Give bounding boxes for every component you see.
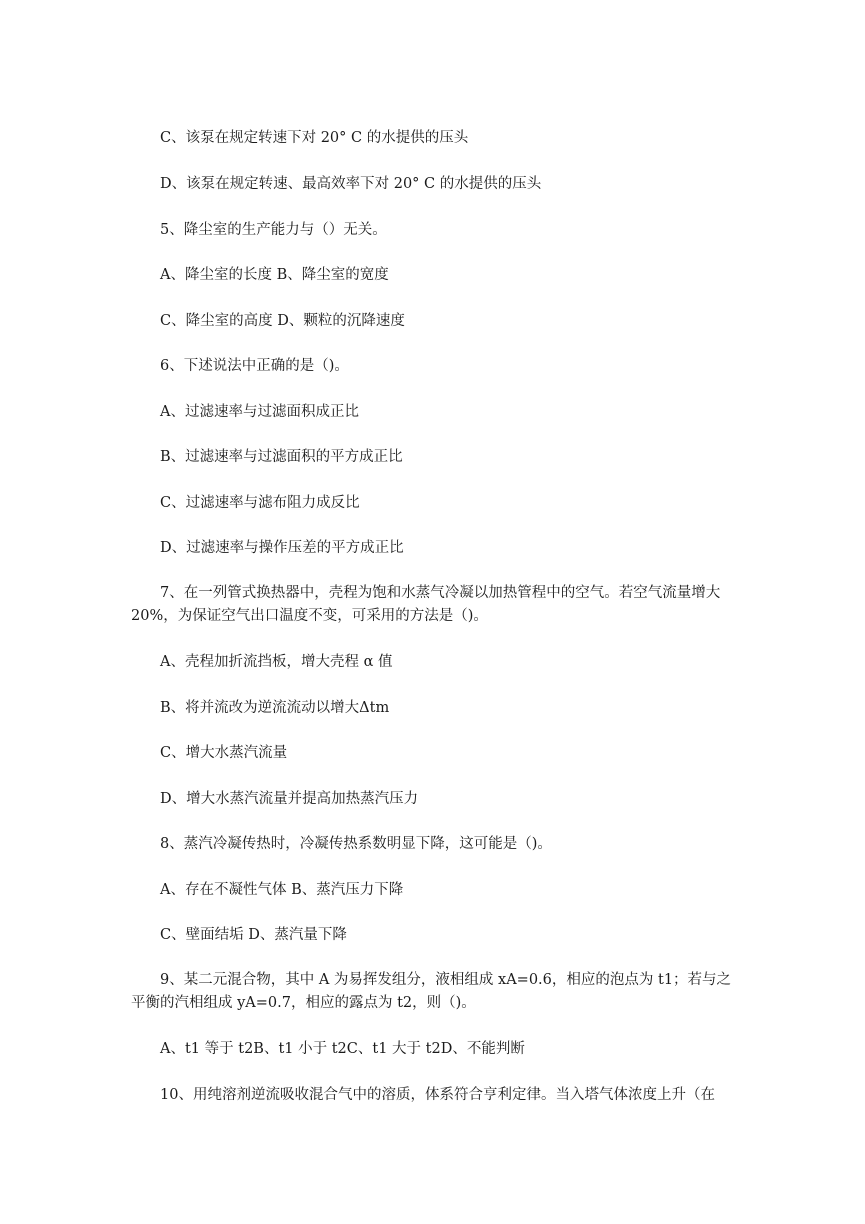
question-paragraph: 7、在一列管式换热器中，壳程为饱和水蒸气冷凝以加热管程中的空气。若空气流量增大 20%，为保证空气出口温度不变，可采用的方法是（)。: [131, 585, 721, 624]
option-line: C、过滤速率与滤布阻力成反比: [160, 495, 360, 511]
option-line: A、过滤速率与过滤面积成正比: [160, 404, 359, 420]
option-line: C、壁面结垢 D、蒸汽量下降: [160, 927, 347, 943]
option-line: C、该泵在规定转速下对 20° C 的水提供的压头: [160, 130, 469, 146]
option-line: C、增大水蒸汽流量: [160, 745, 288, 761]
question-line: 10、用纯溶剂逆流吸收混合气中的溶质，体系符合亨利定律。当入塔气体浓度上升（在: [160, 1087, 715, 1103]
option-line: B、过滤速率与过滤面积的平方成正比: [160, 449, 403, 465]
option-line: D、过滤速率与操作压差的平方成正比: [160, 540, 404, 556]
option-line: D、该泵在规定转速、最高效率下对 20° C 的水提供的压头: [160, 176, 542, 192]
option-line: A、壳程加折流挡板，增大壳程 α 值: [160, 654, 393, 670]
question-line: 8、蒸汽冷凝传热时，冷凝传热系数明显下降，这可能是（)。: [160, 836, 552, 852]
option-line: C、降尘室的高度 D、颗粒的沉降速度: [160, 313, 405, 329]
question-line: 5、降尘室的生产能力与（）无关。: [160, 222, 387, 238]
question-paragraph: 9、某二元混合物，其中 A 为易挥发组分，液相组成 xA=0.6，相应的泡点为 t1；若与之平衡的汽相组成 yA=0.7，相应的露点为 t2，则（)。: [131, 972, 732, 1011]
option-line: A、降尘室的长度 B、降尘室的宽度: [160, 267, 389, 283]
option-line: D、增大水蒸汽流量并提高加热蒸汽压力: [160, 791, 419, 807]
option-line: A、t1 等于 t2B、t1 小于 t2C、t1 大于 t2D、不能判断: [160, 1041, 525, 1057]
option-line: B、将并流改为逆流流动以增大Δtm: [160, 700, 390, 716]
option-line: A、存在不凝性气体 B、蒸汽压力下降: [160, 882, 404, 898]
question-line: 6、下述说法中正确的是（)。: [160, 358, 349, 374]
